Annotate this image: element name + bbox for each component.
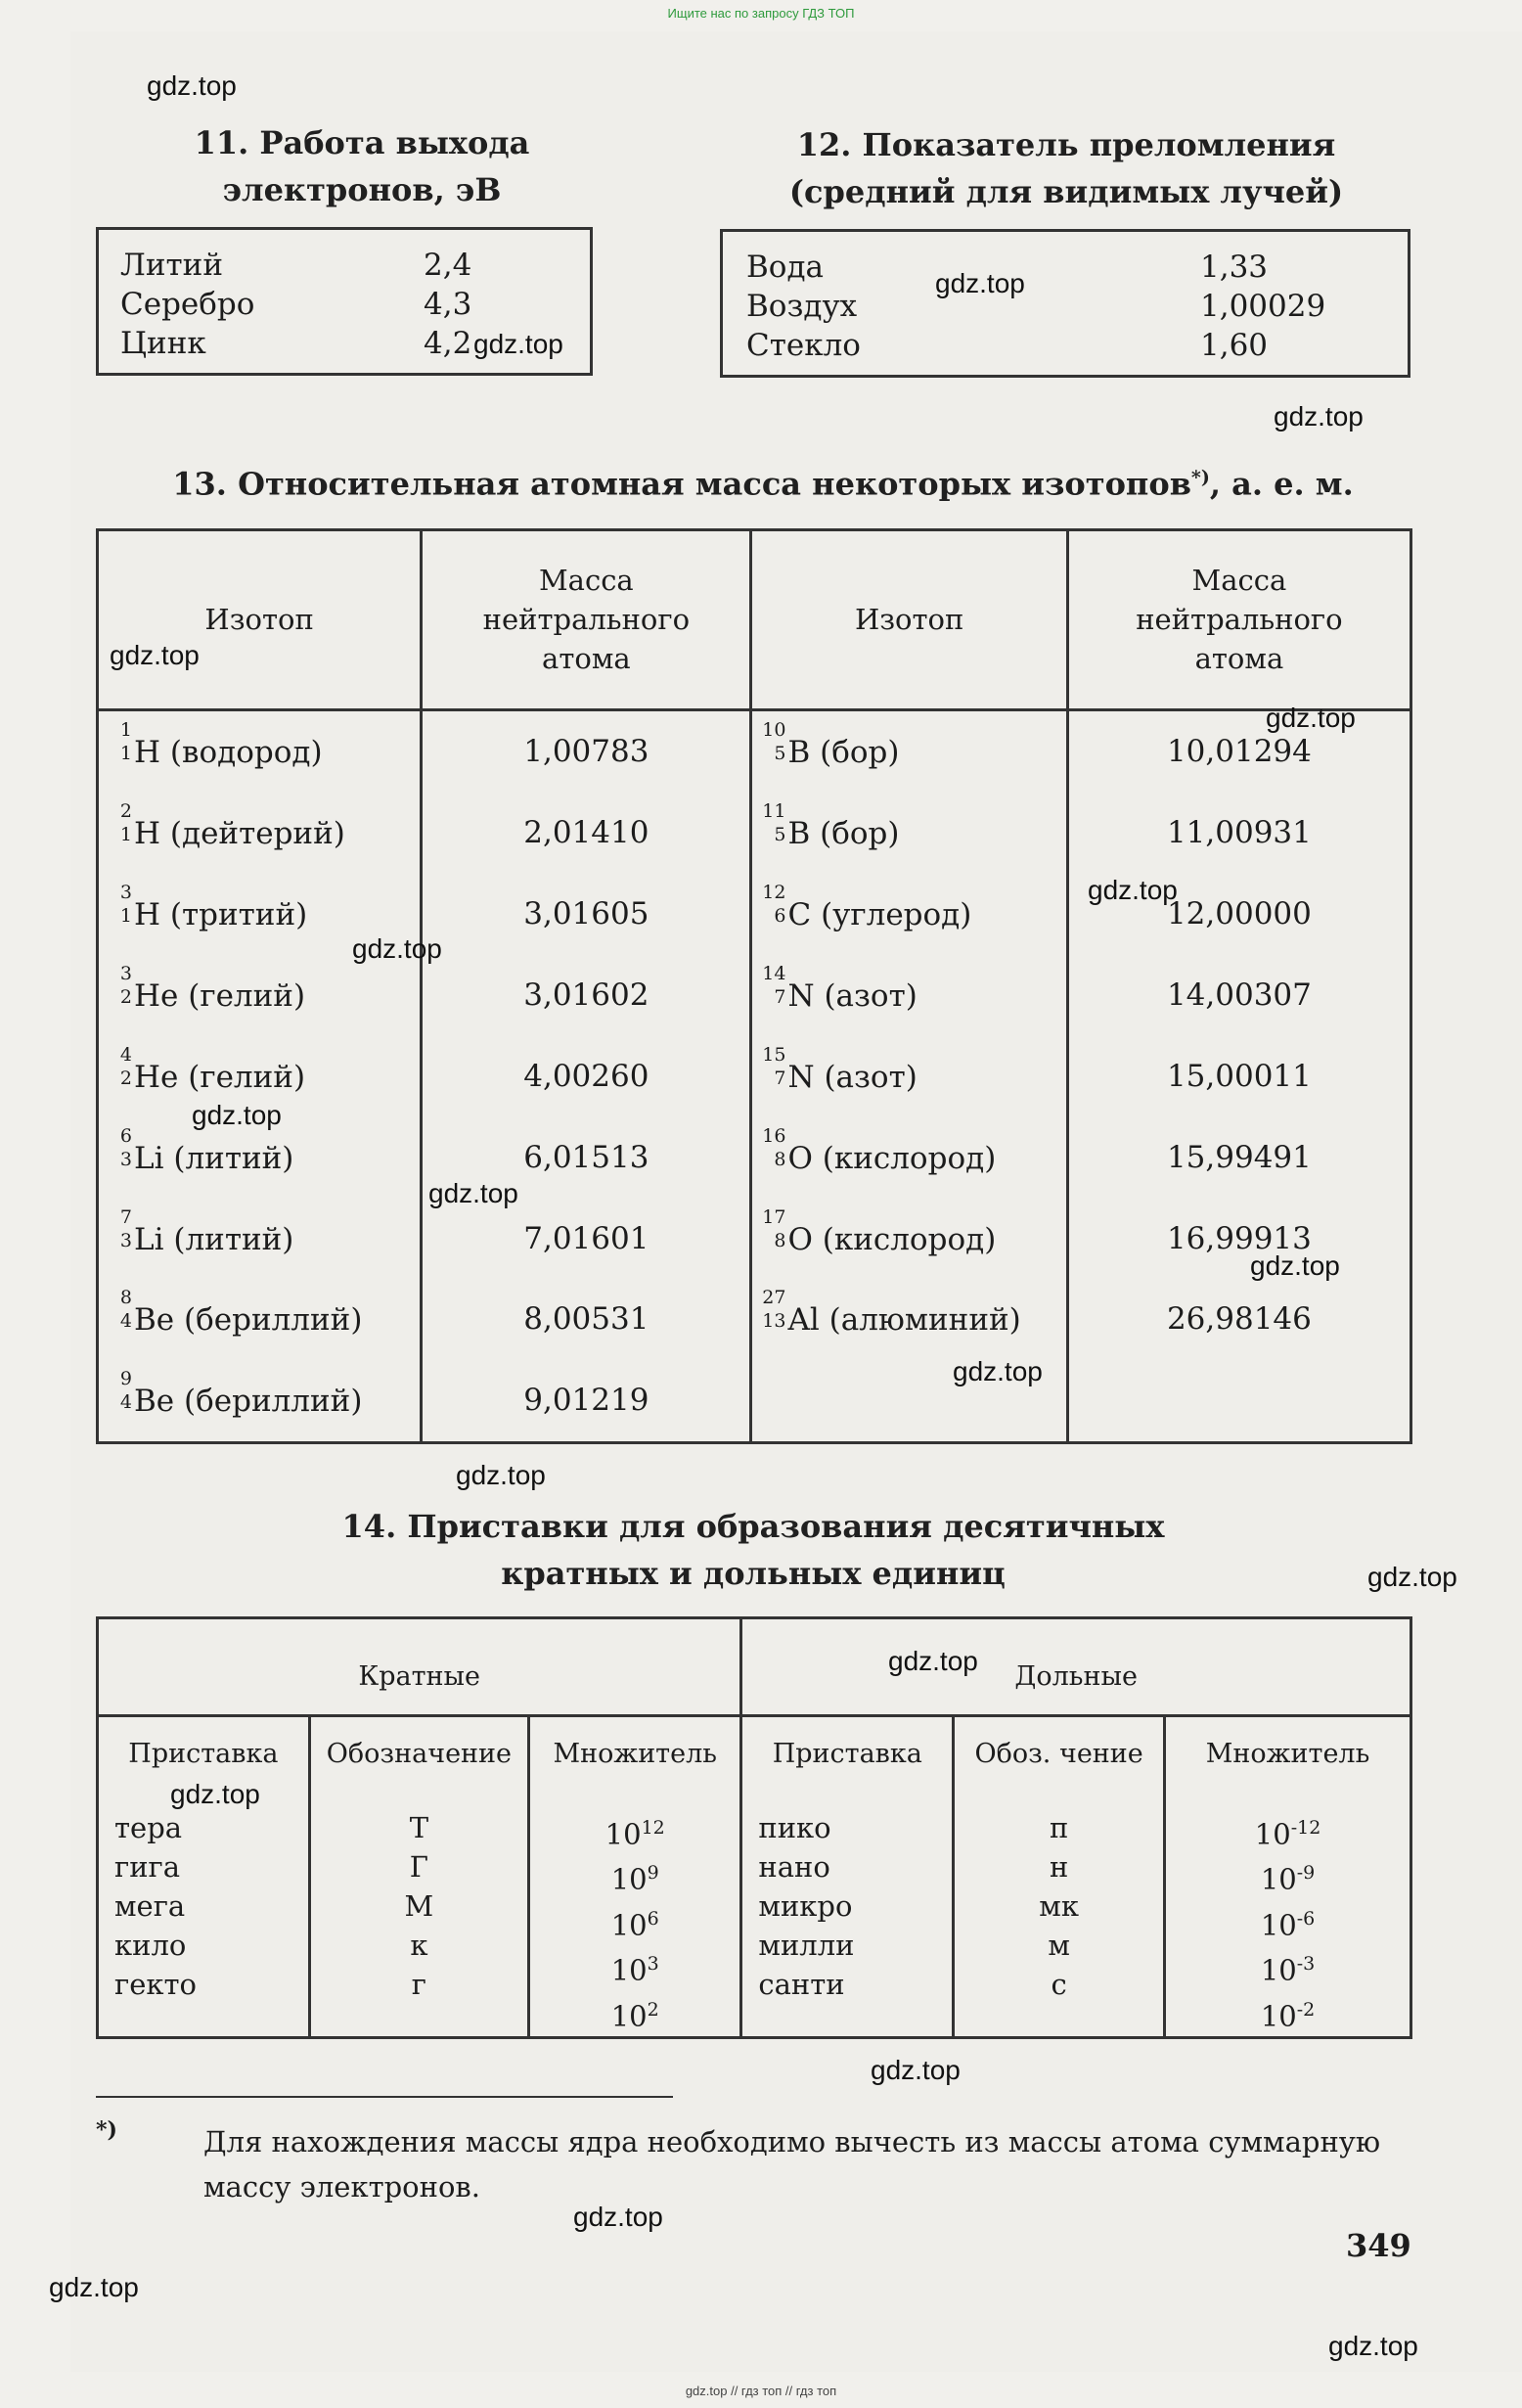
footnote-text — [203, 2119, 1416, 2209]
col-symbol: Обоз. чение — [954, 1716, 1165, 1793]
atomic-number: 3 — [119, 1148, 132, 1170]
isotope-cell — [98, 955, 422, 1036]
isotope-cell — [98, 1279, 422, 1360]
mass-cell: 11,00931 — [1067, 793, 1410, 874]
mass-number: 9 — [119, 1368, 132, 1390]
watermark: gdz.top — [352, 933, 442, 964]
s12-title — [753, 121, 1379, 215]
factor-exponent: -12 — [1290, 1816, 1321, 1839]
factor-base: 10 — [610, 1954, 648, 1988]
nuclide-indices — [762, 1043, 787, 1089]
mass-cell: 10,01294 — [1067, 709, 1410, 792]
mass-number: 2 — [119, 800, 132, 823]
s12-name: Стекло — [746, 328, 861, 363]
watermark: gdz.top — [1367, 1562, 1457, 1592]
symbol-fraction-list — [954, 1793, 1165, 2038]
s14-title-line-1: 14. Приставки для образования десятичных — [341, 1508, 1165, 1545]
watermark: gdz.top — [1088, 875, 1178, 905]
col-mass-line-3: атома — [542, 642, 631, 676]
element-symbol: O — [787, 1140, 813, 1176]
element-symbol: He — [134, 978, 179, 1015]
footnote-mark: *) — [96, 2117, 117, 2143]
table-row — [98, 955, 1411, 1036]
mass-cell: 15,00011 — [1067, 1035, 1410, 1116]
factor-value — [1182, 1808, 1394, 1854]
footnote-line-2: массу электронов. — [203, 2170, 480, 2204]
mass-cell: 3,01605 — [422, 874, 751, 955]
watermark: gdz.top — [573, 2202, 663, 2232]
element-symbol: Al — [787, 1302, 820, 1339]
element-symbol: H — [134, 816, 161, 852]
nuclide-indices — [111, 1043, 134, 1089]
col-isotope-right: Изотоп — [751, 530, 1067, 710]
element-symbol: B — [787, 816, 811, 852]
mass-number: 3 — [119, 963, 132, 985]
mass-number: 12 — [762, 882, 786, 904]
isotope-name: (бериллий) — [184, 1302, 363, 1339]
table-row — [98, 1279, 1411, 1360]
col-prefix: Приставка — [98, 1716, 310, 1793]
watermark: gdz.top — [888, 1646, 978, 1676]
atomic-number: 6 — [774, 905, 786, 928]
mass-number: 4 — [119, 1043, 132, 1066]
s12-name: Вода — [746, 250, 825, 285]
isotope-name: (бериллий) — [184, 1384, 363, 1420]
atomic-number: 8 — [774, 1229, 786, 1251]
nuclide-indices — [111, 963, 134, 1009]
watermark: gdz.top — [1266, 703, 1356, 733]
isotope-name: (кислород) — [822, 1221, 997, 1257]
watermark: gdz.top — [110, 640, 200, 670]
mass-number: 3 — [119, 882, 132, 904]
isotope-cell — [98, 709, 422, 792]
factor-value — [546, 1899, 724, 1945]
table-row — [98, 1360, 1411, 1443]
symbol-value: к — [410, 1928, 428, 1962]
s12-value: 1,60 — [1200, 328, 1269, 363]
col-symbol: Обозначение — [309, 1716, 528, 1793]
element-symbol: Be — [134, 1302, 175, 1339]
atomic-number: 1 — [119, 824, 132, 846]
prefix-value: микро — [758, 1888, 853, 1923]
col-isotope-left: Изотоп — [98, 530, 422, 710]
mass-cell: 6,01513 — [422, 1116, 751, 1198]
page-number: 349 — [1346, 2227, 1411, 2264]
factor-value — [546, 1944, 724, 1990]
atomic-number: 5 — [774, 824, 786, 846]
s13-title-unit: , а. е. м. — [1209, 465, 1354, 503]
isotope-cell — [751, 793, 1067, 874]
isotope-table — [96, 528, 1412, 1444]
s14-title-line-2: кратных и дольных единиц — [501, 1555, 1006, 1592]
mass-cell: 15,99491 — [1067, 1116, 1410, 1198]
s12-name: Воздух — [746, 289, 858, 324]
factor-exponent: 9 — [647, 1862, 659, 1885]
nuclide-indices — [762, 800, 787, 846]
factor-base: 10 — [610, 1862, 648, 1896]
isotope-cell — [98, 793, 422, 874]
s11-value: 4,2 — [424, 326, 472, 361]
factor-exponent: 12 — [641, 1816, 665, 1839]
group-multiple: Кратные — [98, 1618, 741, 1716]
prefix-value: мега — [114, 1888, 186, 1923]
atomic-number: 2 — [119, 986, 132, 1009]
mass-number: 1 — [119, 719, 132, 742]
factor-base: 10 — [1260, 1999, 1297, 2033]
symbol-value: с — [1051, 1967, 1067, 2001]
nuclide-indices — [111, 1124, 134, 1170]
s11-name: Литий — [120, 248, 224, 283]
isotope-name: (азот) — [824, 1059, 918, 1095]
watermark: gdz.top — [473, 329, 563, 359]
factor-exponent: 6 — [647, 1907, 659, 1930]
mass-number: 6 — [119, 1124, 132, 1147]
isotope-name: (бор) — [820, 735, 900, 771]
nuclide-indices — [111, 882, 134, 928]
prefix-value: гига — [114, 1849, 181, 1884]
s12-title-line-1: 12. Показатель преломления — [796, 126, 1336, 163]
watermark: gdz.top — [170, 1779, 260, 1809]
prefix-value: нано — [758, 1849, 830, 1884]
factor-value — [1182, 1853, 1394, 1899]
atomic-number: 5 — [774, 743, 786, 765]
symbol-value: Г — [409, 1849, 428, 1884]
symbol-value: Т — [409, 1810, 429, 1844]
isotope-cell — [751, 1279, 1067, 1360]
element-symbol: B — [787, 735, 811, 771]
mass-number: 17 — [762, 1205, 786, 1228]
table-row — [98, 1198, 1411, 1279]
factor-exponent: 2 — [647, 1999, 659, 2022]
prefix-value: гекто — [114, 1967, 197, 2001]
element-symbol: Be — [134, 1384, 175, 1420]
prefix-value: тера — [114, 1810, 183, 1844]
isotope-name: (водород) — [169, 735, 323, 771]
s11-title-line-2: электронов, эВ — [222, 171, 502, 208]
nuclide-indices — [111, 1368, 134, 1414]
symbol-value: н — [1049, 1849, 1069, 1884]
col-mass-line-3: атома — [1194, 642, 1284, 676]
factor-value — [546, 1853, 724, 1899]
isotope-name: (кислород) — [822, 1140, 997, 1176]
atomic-number: 3 — [119, 1229, 132, 1251]
nuclide-indices — [111, 719, 134, 765]
site-note-top: Ищите нас по запросу ГДЗ ТОП — [667, 6, 855, 21]
footnote-line-1: Для нахождения массы ядра необходимо вычесть из массы атома суммарную — [203, 2125, 1381, 2158]
symbol-value: м — [1048, 1928, 1070, 1962]
atomic-number: 8 — [774, 1148, 786, 1170]
symbol-value: п — [1049, 1810, 1069, 1844]
table-row — [98, 874, 1411, 955]
factor-base: 10 — [604, 1817, 642, 1851]
s11-title-line-1: 11. Работа выхода — [194, 124, 530, 161]
isotope-cell — [751, 1116, 1067, 1198]
factor-exponent: -6 — [1296, 1907, 1316, 1930]
s11-value: 2,4 — [424, 248, 472, 283]
nuclide-indices — [762, 1205, 787, 1251]
factor-fraction-list — [1165, 1793, 1411, 2038]
mass-cell: 8,00531 — [422, 1279, 751, 1360]
factor-value — [1182, 1990, 1394, 2036]
s13-title-text: 13. Относительная атомная масса некоторых изотопов — [172, 465, 1191, 503]
footnote-rule — [96, 2096, 673, 2098]
mass-cell: 7,01601 — [422, 1198, 751, 1279]
isotope-cell — [751, 1198, 1067, 1279]
prefix-fraction-list — [741, 1793, 954, 2038]
nuclide-indices — [111, 1205, 134, 1251]
isotope-name: (гелий) — [188, 1059, 306, 1095]
watermark: gdz.top — [1274, 401, 1364, 432]
s14-title — [225, 1503, 1281, 1597]
mass-number: 7 — [119, 1205, 132, 1228]
element-symbol: C — [787, 897, 812, 933]
mass-cell: 3,01602 — [422, 955, 751, 1036]
mass-cell: 1,00783 — [422, 709, 751, 792]
col-mass-line-1: Масса — [538, 564, 634, 598]
isotope-name: (азот) — [824, 978, 918, 1015]
factor-multiple-list — [529, 1793, 741, 2038]
s12-value: 1,00029 — [1200, 289, 1326, 324]
prefix-value: милли — [758, 1928, 855, 1962]
watermark: gdz.top — [1250, 1250, 1340, 1281]
mass-number: 11 — [762, 800, 786, 823]
isotope-cell — [98, 1198, 422, 1279]
atomic-number: 7 — [774, 986, 786, 1009]
symbol-value: мк — [1039, 1888, 1079, 1923]
factor-base: 10 — [1260, 1862, 1297, 1896]
nuclide-indices — [111, 1287, 134, 1333]
watermark: gdz.top — [428, 1178, 518, 1208]
s11-row — [120, 287, 254, 322]
s11-name: Цинк — [120, 326, 206, 361]
col-mass-line-1: Масса — [1191, 564, 1287, 598]
atomic-number: 13 — [762, 1310, 786, 1333]
s12-table — [720, 229, 1410, 378]
nuclide-indices — [762, 1124, 787, 1170]
isotope-cell — [751, 874, 1067, 955]
watermark: gdz.top — [192, 1100, 282, 1130]
mass-number: 27 — [762, 1287, 786, 1309]
isotope-cell — [751, 709, 1067, 792]
prefix-multiple-list — [98, 1793, 310, 2038]
isotope-cell — [751, 1035, 1067, 1116]
symbol-value: М — [404, 1888, 434, 1923]
element-symbol: H — [134, 897, 161, 933]
nuclide-indices — [111, 800, 134, 846]
factor-value — [1182, 1899, 1394, 1945]
watermark: gdz.top — [456, 1460, 546, 1490]
factor-base: 10 — [1260, 1908, 1297, 1942]
mass-cell: 2,01410 — [422, 793, 751, 874]
factor-value — [1182, 1944, 1394, 1990]
nuclide-indices — [762, 963, 787, 1009]
element-symbol: He — [134, 1059, 179, 1095]
factor-exponent: -3 — [1296, 1953, 1316, 1976]
factor-base: 10 — [1254, 1817, 1291, 1851]
mass-number: 14 — [762, 963, 786, 985]
prefix-table — [96, 1616, 1412, 2039]
mass-number: 8 — [119, 1287, 132, 1309]
s13-title — [88, 454, 1438, 508]
watermark: gdz.top — [147, 70, 237, 101]
s11-name: Серебро — [120, 287, 255, 322]
watermark: gdz.top — [49, 2272, 139, 2302]
watermark: gdz.top — [871, 2055, 961, 2085]
watermark: gdz.top — [953, 1356, 1043, 1386]
symbol-multiple-list — [309, 1793, 528, 2038]
col-factor: Множитель — [1205, 1739, 1370, 1770]
prefix-value: санти — [758, 1967, 845, 2001]
s11-row — [120, 248, 223, 283]
empty-cell — [1067, 1360, 1410, 1443]
s11-value: 4,3 — [424, 287, 472, 322]
nuclide-indices — [762, 1287, 787, 1333]
factor-exponent: -9 — [1296, 1862, 1316, 1885]
isotope-rows — [98, 709, 1411, 1442]
mass-cell: 4,00260 — [422, 1035, 751, 1116]
s11-row — [120, 326, 206, 361]
isotope-cell — [98, 1360, 422, 1443]
atomic-number: 4 — [119, 1310, 132, 1333]
atomic-number: 1 — [119, 905, 132, 928]
element-symbol: O — [787, 1221, 813, 1257]
isotope-name: (литий) — [173, 1221, 294, 1257]
s13-title-mark: *) — [1190, 467, 1210, 488]
mass-number: 16 — [762, 1124, 786, 1147]
table-row — [98, 1035, 1411, 1116]
prefix-value: кило — [114, 1928, 187, 1962]
factor-exponent: 3 — [647, 1953, 659, 1976]
factor-base: 10 — [610, 1999, 648, 2033]
col-mass-line-2: нейтрального — [1136, 603, 1343, 637]
site-note-bottom: gdz.top // гдз топ // гдз топ — [685, 2384, 837, 2398]
element-symbol: N — [787, 1059, 815, 1095]
isotope-cell — [751, 955, 1067, 1036]
watermark: gdz.top — [1328, 2331, 1418, 2361]
atomic-number: 7 — [774, 1067, 786, 1089]
s11-title — [147, 119, 577, 213]
isotope-name: (алюминий) — [828, 1302, 1021, 1339]
mass-cell: 9,01219 — [422, 1360, 751, 1443]
col-factor: Множитель — [529, 1716, 741, 1793]
mass-cell: 16,99913 — [1067, 1198, 1410, 1279]
isotope-name: (гелий) — [188, 978, 306, 1015]
nuclide-indices — [762, 882, 787, 928]
s12-title-line-2: (средний для видимых лучей) — [788, 173, 1344, 210]
mass-cell: 26,98146 — [1067, 1279, 1410, 1360]
factor-base: 10 — [610, 1908, 648, 1942]
element-symbol: H — [134, 735, 161, 771]
element-symbol: N — [787, 978, 815, 1015]
group-fraction: Дольные — [741, 1618, 1411, 1716]
table-row — [98, 1116, 1411, 1198]
s12-value: 1,33 — [1200, 250, 1269, 285]
col-mass-right — [1067, 530, 1410, 710]
symbol-value: г — [411, 1967, 426, 2001]
factor-value — [546, 1808, 724, 1854]
factor-value — [546, 1990, 724, 2036]
isotope-name: (бор) — [820, 816, 900, 852]
mass-number: 10 — [762, 719, 786, 742]
element-symbol: Li — [134, 1221, 164, 1257]
element-symbol: Li — [134, 1140, 164, 1176]
table-row — [98, 709, 1411, 792]
isotope-name: (литий) — [173, 1140, 294, 1176]
isotope-name: (углерод) — [821, 897, 972, 933]
prefix-value: пико — [758, 1810, 831, 1844]
factor-base: 10 — [1260, 1954, 1297, 1988]
col-mass-line-2: нейтрального — [482, 603, 691, 637]
mass-number: 15 — [762, 1043, 786, 1066]
atomic-number: 4 — [119, 1391, 132, 1414]
factor-exponent: -2 — [1296, 1999, 1316, 2022]
mass-cell: 14,00307 — [1067, 955, 1410, 1036]
mass-cell: 12,00000 — [1067, 874, 1410, 955]
col-prefix: Приставка — [741, 1716, 954, 1793]
atomic-number: 1 — [119, 743, 132, 765]
nuclide-indices — [762, 719, 787, 765]
atomic-number: 2 — [119, 1067, 132, 1089]
isotope-name: (тритий) — [169, 897, 308, 933]
isotope-name: (дейтерий) — [169, 816, 345, 852]
table-row — [98, 793, 1411, 874]
watermark: gdz.top — [935, 268, 1025, 298]
col-mass-left — [422, 530, 751, 710]
